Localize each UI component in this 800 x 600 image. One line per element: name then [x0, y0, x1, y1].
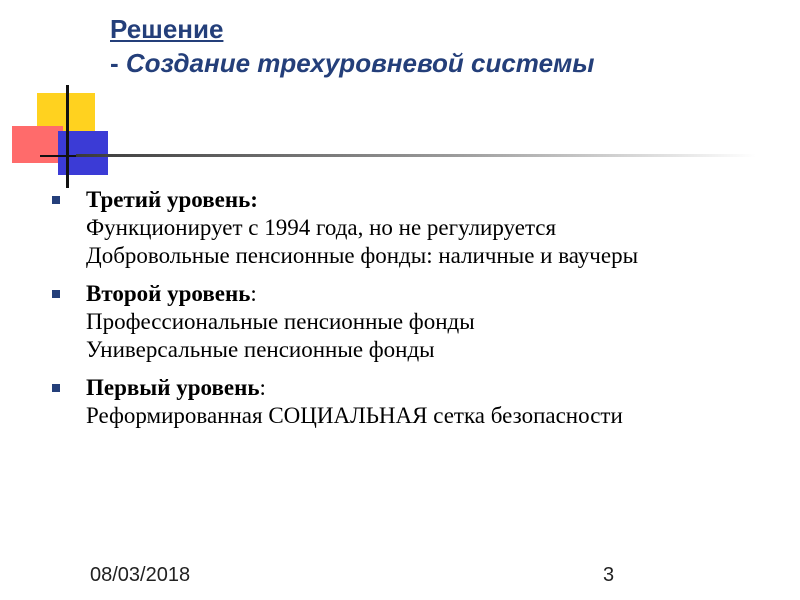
- logo-red-square: [12, 126, 63, 163]
- footer-date: 08/03/2018: [90, 564, 191, 586]
- bullet-text-line: Универсальные пенсионные фонды: [86, 337, 435, 362]
- bullet-heading: Первый уровень: [86, 375, 260, 400]
- bullet-heading: Второй уровень: [86, 281, 251, 306]
- bullet-heading-line: [86, 280, 752, 308]
- page-number: 3: [603, 564, 615, 586]
- bullet-second-level: [52, 280, 752, 364]
- bullet-text-line: Реформированная СОЦИАЛЬНАЯ сетка безопасности: [86, 403, 623, 428]
- bullet-text-line: Добровольные пенсионные фонды: наличные и ваучеры: [86, 243, 639, 268]
- bullet-heading: Третий уровень:: [86, 187, 258, 212]
- title-main: Решение: [110, 14, 224, 44]
- logo-horizontal-line: [40, 155, 76, 157]
- bullet-text-line: Профессиональные пенсионные фонды: [86, 309, 475, 334]
- logo-vertical-line: [66, 85, 69, 188]
- bullet-first-level: [52, 374, 752, 430]
- bullet-third-level: [52, 186, 752, 270]
- title-sub-prefix: -: [110, 48, 126, 78]
- bullet-heading-line: [86, 374, 752, 402]
- title-sub-text: Создание трехуровневой системы: [125, 48, 595, 78]
- bullet-heading-suffix: :: [259, 375, 266, 400]
- bullet-square-icon: [52, 384, 60, 392]
- bullet-square-icon: [52, 196, 60, 204]
- title-subtitle: [110, 46, 594, 80]
- bullet-heading-line: [86, 186, 752, 214]
- bullet-square-icon: [52, 290, 60, 298]
- bullet-list: [52, 186, 752, 440]
- title-divider: [76, 154, 756, 157]
- slide-title: [110, 12, 594, 80]
- bullet-text-line: Функционирует с 1994 года, но не регулируется: [86, 215, 557, 240]
- bullet-heading-suffix: :: [250, 281, 257, 306]
